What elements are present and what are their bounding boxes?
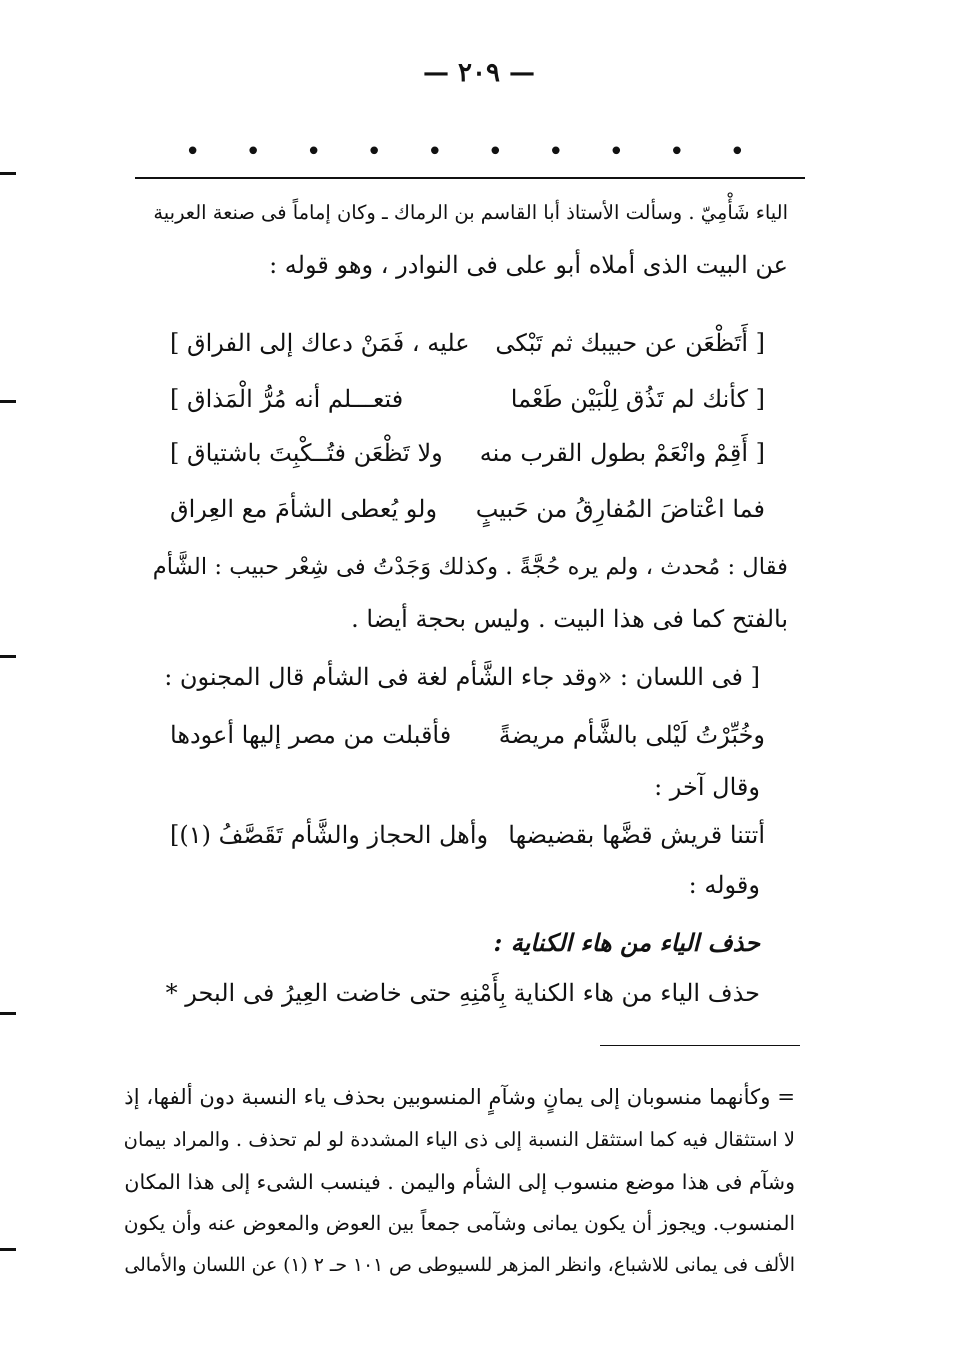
footnote-line: لا استثقال فيه كما استثقل النسبة إلى ذى الياء المشددة لو لم تحذف . والمراد بيمان [123,1128,795,1151]
verse-line [170,436,765,470]
text-line: بالفتح كما فى هذا البيت . وليس بحجة أيضا . [351,605,788,633]
text-line: عن البيت الذى أملاه أبو على فى النوادر ، وهو قوله : [269,251,788,279]
footnote-line: الألف فى يمانى للاشباع، وانظر المزهر للسيوطى ص ١٠١ حـ ٢ (١) عن اللسان والأمالى [124,1255,795,1276]
text-line: [ فى اللسان : «وقد جاء الشَّأم لغة فى الشأم قال المجنون : [164,663,760,691]
ornament-dot: • [185,137,201,167]
text-line: فقال : مُحدث ، ولم يره حُجَّةً . وكذلك وَجَدْتُ فى شِعْر حبيب : الشَّأم [152,554,788,580]
verse-second-hemistich: فأقبلت من مصر إليها أعودها [170,721,452,749]
text-line: وقوله : [688,871,760,899]
margin-mark [0,400,16,403]
text-line: وقال آخر : [654,773,760,801]
verse-second-hemistich: فتعـــلم أنه مُرُّ الْمَذاق ] [170,385,404,413]
ornament-dot: • [427,137,443,167]
verse-first-hemistich: فما اعْتاضَ المُفارِقُ من حَبيبٍ [475,495,765,523]
verse-second-hemistich: ولو يُعطى الشأمَ مع العِراق [170,495,438,523]
ornament-dot: • [306,137,322,167]
ornament-dot: • [669,137,685,167]
margin-mark [0,655,16,658]
footnote-line: = وكأنهما منسوبان إلى يمانٍ وشآمٍ المنسوبين بحذف ياء النسبة دون ألفها، إذ [124,1085,795,1110]
verse-first-hemistich: [ أَتَظْعَن عن حبيبك ثم تَبْكى [495,329,765,357]
ornament-dot: • [487,137,503,167]
verse-line [170,492,765,526]
verse-first-hemistich: [ أَقِمْ وانْعَمْ بطول القرب منه [479,439,765,467]
margin-mark [0,1012,16,1015]
footnote-line: المنسوب. ويجوز أن يكون يمانى وشآمى جمعاً بين العوض والمعوض عنه وأن يكون [123,1212,795,1235]
margin-mark [0,172,16,175]
verse-line [170,382,765,416]
header-rule [135,177,805,179]
verse-line [170,818,765,852]
ornamental-dots [185,137,745,167]
footnote-rule [600,1045,800,1046]
verse-first-hemistich: أتتنا قريش قضَّها بقضيضها [508,821,765,849]
text-line: حذف الياء من هاء الكناية بِأَمْنِهِ حتى خاضت العِيرُ فى البحر * [165,979,760,1007]
ornament-dot: • [729,137,745,167]
verse-second-hemistich: عليه ، فَمَنْ دعاك إلى الفراق ] [170,329,470,357]
footnote-line: وشآم فى هذا موضع منسوب إلى الشأم واليمن . فينسب الشىء إلى هذا المكان [124,1170,795,1194]
margin-mark [0,1248,16,1251]
section-subheading: حذف الياء من هاء الكناية : [493,928,760,957]
verse-line [170,718,765,752]
text-line: الياء شَأْمِيّ . وسألت الأستاذ أبا القاسم بن الرماك ـ وكان إماماً فى صنعة العربية [153,201,788,224]
verse-first-hemistich: وخُبِّرْتُ لَيْلى بالشَّأم مريضةً [498,721,765,749]
verse-first-hemistich: [ كأنك لم تَذُق لِلْبَيْن طَعْما [510,385,765,413]
ornament-dot: • [548,137,564,167]
verse-second-hemistich: وأهل الحجاز والشَّأم تَقَصَّفُ (١)] [170,821,489,849]
ornament-dot: • [245,137,261,167]
ornament-dot: • [608,137,624,167]
ornament-dot: • [366,137,382,167]
verse-line [170,326,765,360]
page-number: — ٢٠٩ — [422,58,536,88]
verse-second-hemistich: ولا تَظْعَن فتُــكْبِتَ باشتياق ] [170,439,443,467]
